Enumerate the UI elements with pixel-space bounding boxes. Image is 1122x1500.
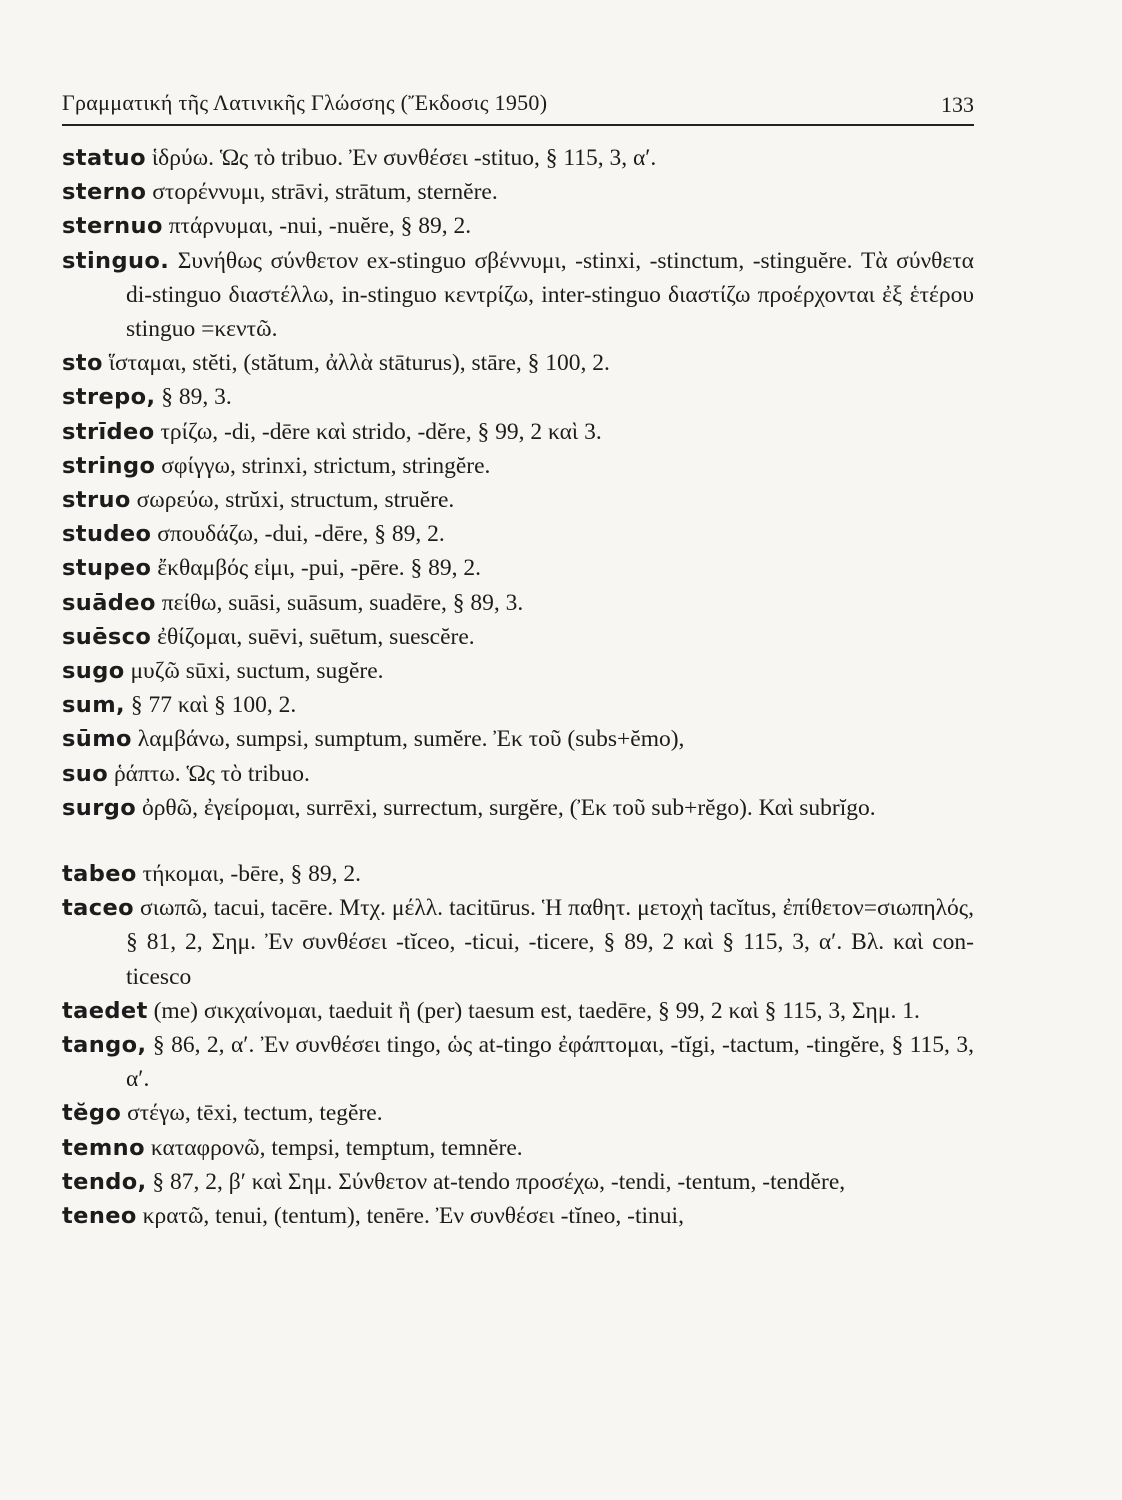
dictionary-entry <box>62 1096 974 1130</box>
entry-headword: tendo, <box>62 1168 147 1195</box>
entry-definition: (me) σικχαίνομαι, taeduit ἢ (per) taesum est, taedēre, § 99, 2 καὶ § 115, 3, Σημ. 1. <box>147 997 920 1024</box>
dictionary-entry <box>62 994 974 1028</box>
entry-definition: πείθω, suāsi, suāsum, suadēre, § 89, 3. <box>155 589 524 616</box>
dictionary-entry <box>62 1028 974 1096</box>
entry-definition: τρίζω, -di, -dēre καὶ strido, -dĕre, § 99, 2 καὶ 3. <box>154 418 602 445</box>
entry-definition: § 87, 2, β′ καὶ Σημ. Σύνθετον at-tendo προσέχω, -tendi, -tentum, -tendĕre, <box>146 1168 846 1195</box>
dictionary-entry <box>62 688 974 722</box>
dictionary-entry <box>62 857 974 891</box>
entry-headword: taedet <box>62 997 148 1024</box>
entry-headword: tango, <box>62 1032 147 1059</box>
entry-definition: στορέννυμι, strāvi, strātum, sternĕre. <box>146 179 498 206</box>
entry-headword: temno <box>62 1134 145 1161</box>
dictionary-entry <box>62 380 974 414</box>
entry-definition: καταφρονῶ, tempsi, temptum, temnĕre. <box>144 1134 523 1161</box>
entry-headword: strepo, <box>62 384 156 411</box>
dictionary-entry <box>62 757 974 791</box>
entry-definition: ἔκθαμβός εἰμι, -pui, -pēre. § 89, 2. <box>151 555 482 582</box>
dictionary-entries <box>62 141 974 1233</box>
entry-headword: sugo <box>62 658 125 685</box>
dictionary-entry <box>62 346 974 380</box>
entry-definition: σπουδάζω, -dui, -dēre, § 89, 2. <box>151 521 445 548</box>
entry-definition: στέγω, tēxi, tectum, tegĕre. <box>121 1100 383 1127</box>
entry-headword: sum, <box>62 692 126 719</box>
running-header <box>62 90 974 124</box>
entry-definition: ἵσταμαι, stĕti, (stătum, ἀλλὰ stāturus), stāre, § 100, 2. <box>102 350 610 377</box>
entry-definition: σιωπῶ, tacui, tacēre. Μτχ. μέλλ. tacitūrus. Ἡ παθητ. μετοχὴ tacĭtus, ἐπίθετον=σιωπηλός, § 81, 2, Σημ. Ἐν συνθέσει -tĭceo, -ticui, -ticere, § 89, 2 καὶ § 115, 3, α′. Βλ. καὶ con-ticesco <box>126 895 974 990</box>
dictionary-entry <box>62 891 974 994</box>
entry-headword: stinguo. <box>62 247 170 274</box>
dictionary-entry <box>62 1199 974 1233</box>
entry-headword: sternuo <box>62 213 163 240</box>
entry-headword: statuo <box>62 145 146 171</box>
dictionary-entry <box>62 551 974 585</box>
dictionary-entry <box>62 722 974 756</box>
entry-definition: ὀρθῶ, ἐγείρομαι, surrēxi, surrectum, surgĕre, (Ἐκ τοῦ sub+rĕgo). Καὶ subrĭgo. <box>136 794 876 821</box>
entry-definition: § 86, 2, α′. Ἐν συνθέσει tingo, ὡς at-tingo ἐφάπτομαι, -tĭgi, -tactum, -tingĕre, § 115, 3, α′. <box>126 1032 974 1093</box>
entry-headword: strīdeo <box>62 418 155 445</box>
dictionary-entry <box>62 209 974 243</box>
entry-definition: ῥάπτω. Ὡς τὸ tribuo. <box>108 760 310 787</box>
entry-definition: σωρεύω, strŭxi, structum, struĕre. <box>130 487 455 514</box>
entry-headword: sterno <box>62 179 147 206</box>
entry-headword: suēsco <box>62 623 152 650</box>
entry-definition: λαμβάνω, sumpsi, sumptum, sumĕre. Ἐκ τοῦ (subs+ĕmo), <box>131 726 685 753</box>
entry-definition: τήκομαι, -bēre, § 89, 2. <box>136 861 361 888</box>
dictionary-entry <box>62 791 974 825</box>
dictionary-entry <box>62 244 974 347</box>
entry-definition: § 89, 3. <box>155 384 232 411</box>
header-rule <box>62 124 974 126</box>
entry-headword: teneo <box>62 1203 137 1230</box>
entry-definition: Συνήθως σύνθετον ex-stinguo σβέννυμι, -stinxi, -stinctum, -stinguĕre. Τὰ σύνθετα di-stinguo διαστέλλω, in-stinguo κεντρίζω, inter-stinguo διαστίζω προέρχονται ἐξ ἑτέρου stinguo =κεντῶ. <box>126 247 974 343</box>
entry-headword: tĕgo <box>62 1100 122 1127</box>
dictionary-entry <box>62 449 974 483</box>
entry-headword: stringo <box>62 452 156 479</box>
entry-headword: stupeo <box>62 555 152 582</box>
entry-headword: taceo <box>62 895 134 922</box>
entry-headword: struo <box>62 487 131 514</box>
dictionary-entry <box>62 483 974 517</box>
entry-definition: πτάρνυμαι, -nui, -nuĕre, § 89, 2. <box>162 213 472 240</box>
entry-headword: studeo <box>62 521 152 548</box>
dictionary-entry <box>62 517 974 551</box>
section-gap <box>62 825 974 857</box>
entry-definition: μυζῶ sūxi, suctum, sugĕre. <box>124 658 384 685</box>
entry-definition: σφίγγω, strinxi, strictum, stringĕre. <box>155 452 491 479</box>
entry-definition: κρατῶ, tenui, (tentum), tenēre. Ἐν συνθέσει -tĭneo, -tinui, <box>136 1203 684 1230</box>
entry-definition: ἐθίζομαι, suēvi, suētum, suescĕre. <box>151 623 475 650</box>
entry-definition: § 77 καὶ § 100, 2. <box>125 692 297 719</box>
dictionary-entry <box>62 620 974 654</box>
entry-definition: ἱδρύω. Ὡς τὸ tribuo. Ἐν συνθέσει -stituo, § 115, 3, α′. <box>145 145 657 171</box>
dictionary-entry <box>62 415 974 449</box>
entry-headword: sūmo <box>62 726 132 753</box>
dictionary-entry <box>62 141 974 175</box>
dictionary-entry <box>62 1165 974 1199</box>
running-title: Γραμματική τῆς Λατινικῆς Γλώσσης (Ἔκδοσις 1950) <box>62 90 548 115</box>
entry-headword: suo <box>62 760 109 787</box>
dictionary-entry <box>62 1131 974 1165</box>
dictionary-entry <box>62 175 974 209</box>
entry-headword: suādeo <box>62 589 156 616</box>
entry-headword: sto <box>62 350 103 377</box>
entry-headword: tabeo <box>62 861 137 888</box>
dictionary-entry <box>62 654 974 688</box>
dictionary-entry <box>62 586 974 620</box>
page-number: 133 <box>941 92 974 117</box>
entry-headword: surgo <box>62 794 137 821</box>
